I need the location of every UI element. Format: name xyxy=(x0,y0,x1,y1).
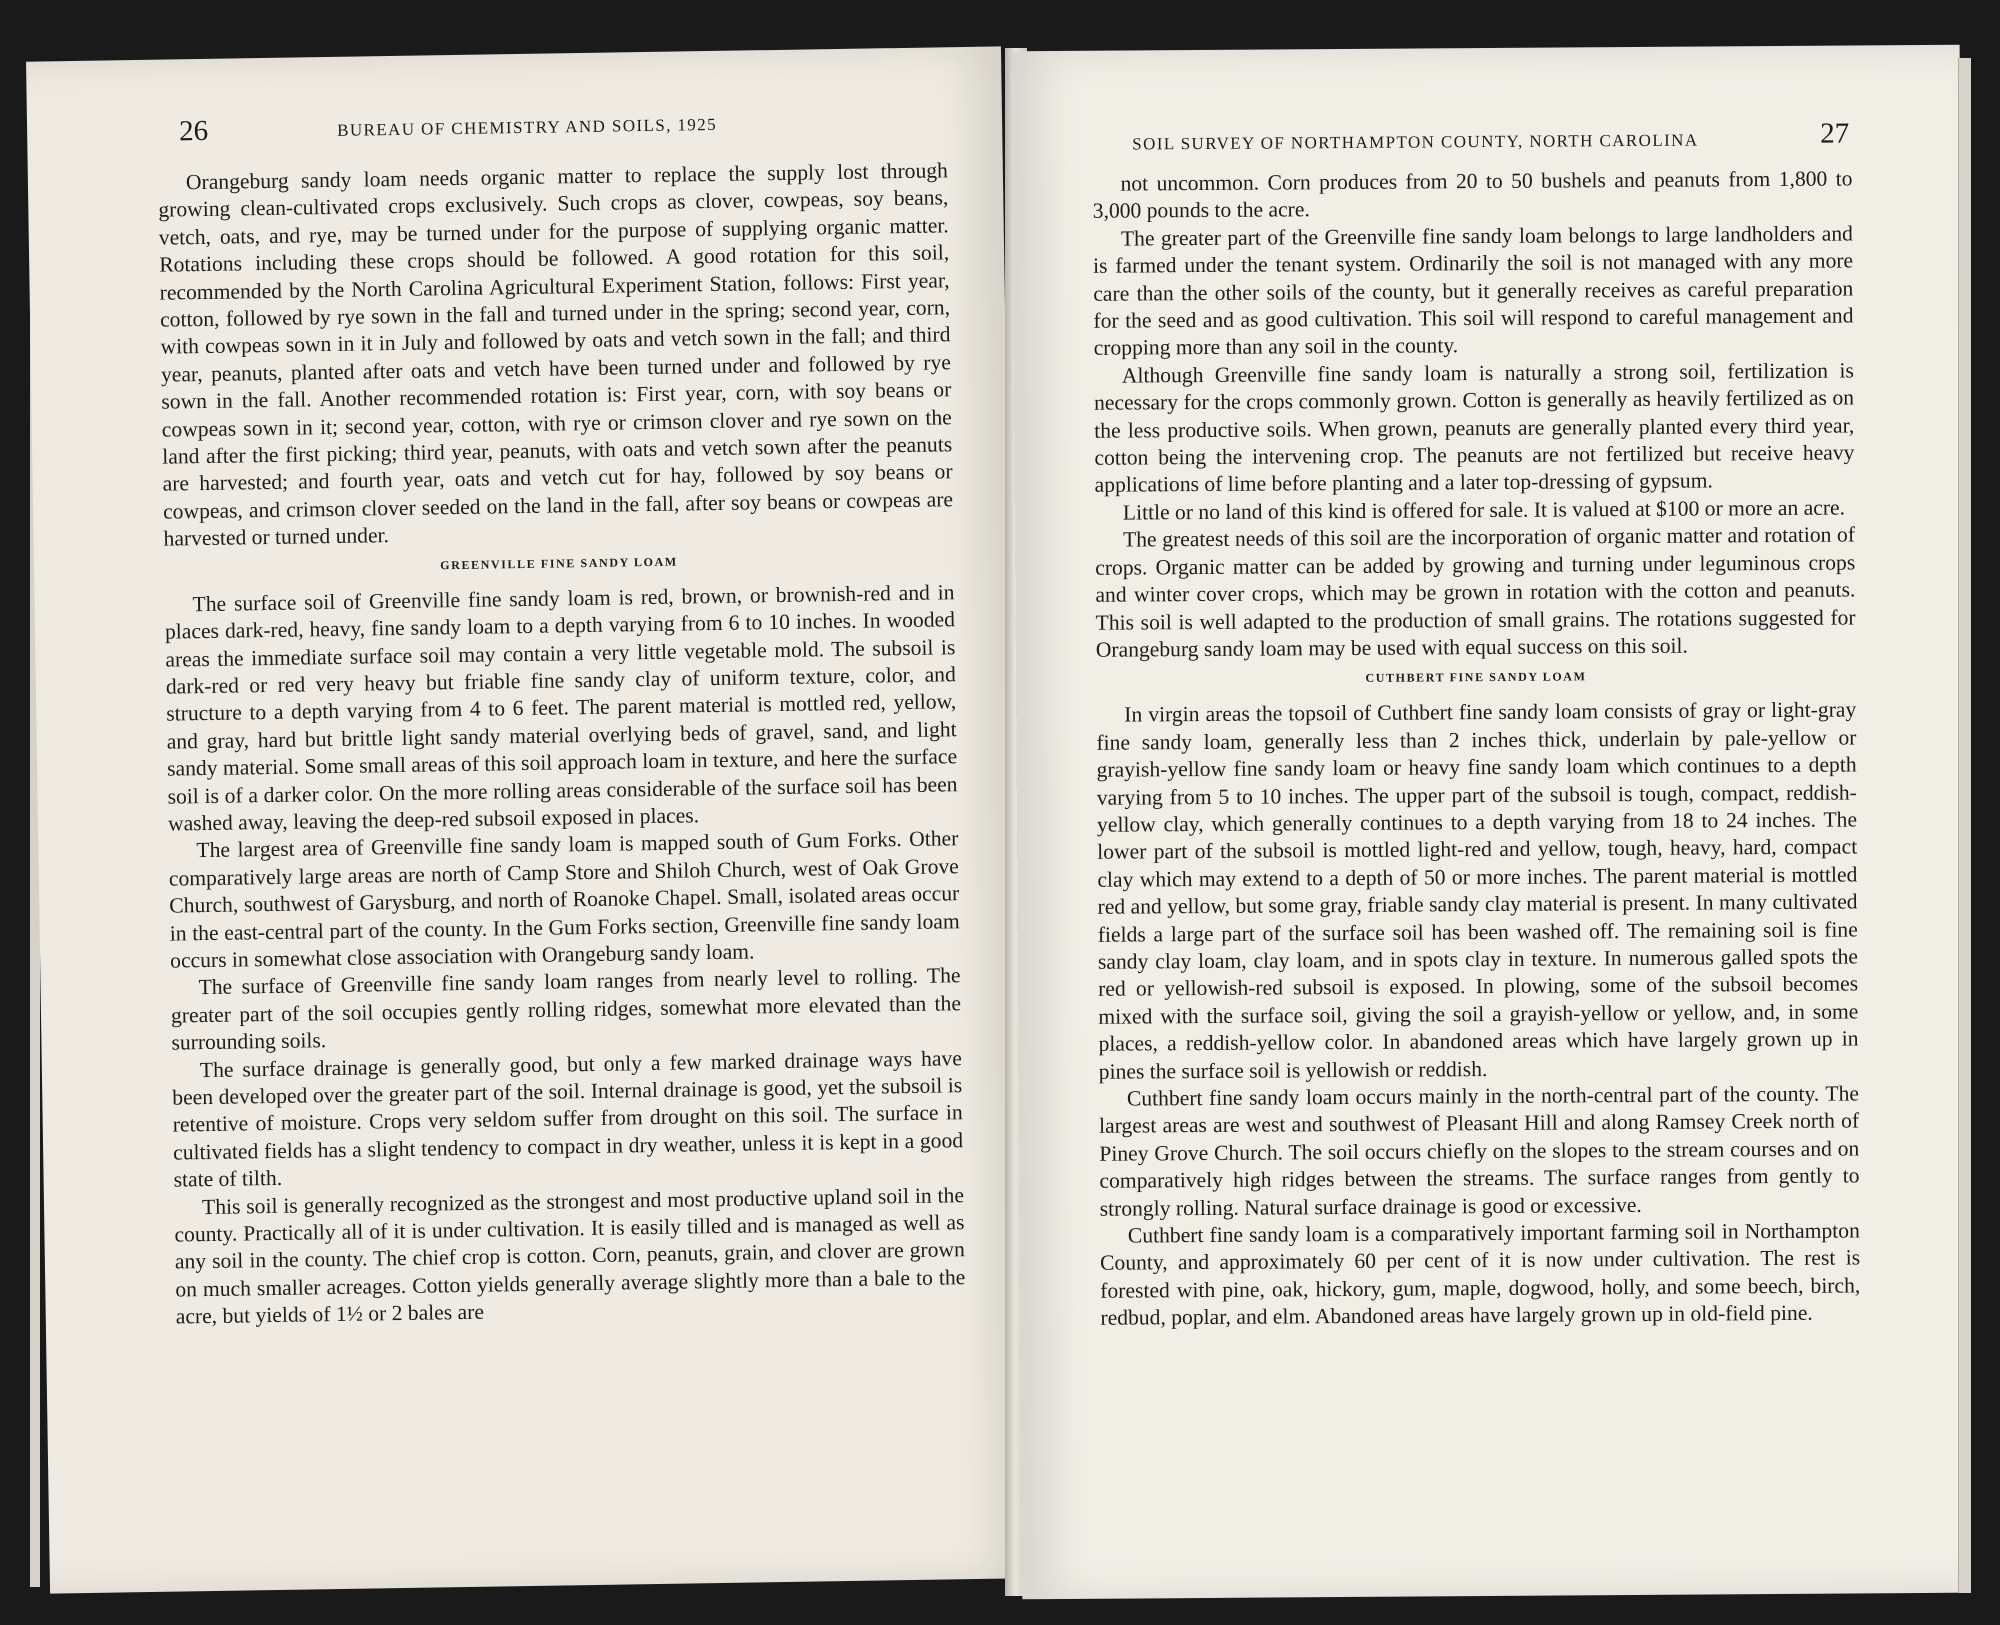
paragraphs-after-heading xyxy=(164,579,966,1331)
page-number: 26 xyxy=(178,114,209,148)
paragraph: The greatest needs of this soil are the incorporation of organic matter and rotation of crops. Organic matter can be added by growing and turning under leguminous crops and winter cover crops, which may be grown in rotation with the cotton and peanuts. This soil is well adapted to the production of small grains. The rotations suggested for Orangeburg sandy loam may be used with equal success on this soil. xyxy=(1095,522,1856,662)
paragraph: The surface of Greenville fine sandy loam ranges from nearly level to rolling. The greater part of the soil occupies gently rolling ridges, somewhat more elevated than the surrounding soils. xyxy=(170,963,962,1055)
running-head: BUREAU OF CHEMISTRY AND SOILS, 1925 xyxy=(336,114,718,140)
page-number: 27 xyxy=(1820,117,1850,150)
paragraph: The surface soil of Greenville fine sandy loam is red, brown, or brownish-red and in places dark-red, heavy, fine sandy loam to a depth varying from 6 to 10 inches. In wooded areas the immediate surface soil may contain a very little vegetable mold. The subsoil is dark-red or red very heavy but friable fine sandy clay of uniform texture, color, and structure to a depth varying from 4 to 6 feet. The parent material is mottled red, yellow, and gray, hard but brittle light sandy material overlying beds of gravel, sand, and light sandy material. Some small areas of this soil approach loam in texture, and here the surface soil is of a darker color. On the more rolling areas considerable of the surface soil has been washed away, leaving the deep-red subsoil exposed in places. xyxy=(164,579,958,836)
right-page xyxy=(1012,45,1971,1600)
paragraph: Orangeburg sandy loam needs organic matter to replace the supply lost through growing clean-cultivated crops exclusively. Such crops as clover, cowpeas, soy beans, vetch, oats, and rye, may be turned under for the purpose of supplying organic matter. Rotations including these crops should be followed. A good rotation for this soil, recommended by the North Carolina Agricultural Experiment Station, follows: First year, cotton, followed by rye sown in the fall and turned under in the spring; second year, corn, with cowpeas sown in it in July and followed by oats and vetch sown in the fall; and third year, peanuts, planted after oats and vetch have been turned under and followed by rye sown in the fall. Another recommended rotation is: First year, corn, with soy beans or cowpeas sown in it; second year, cotton, with rye or crimson clover and rye sown on the land after the first picking; third year, peanuts, with oats and vetch sown after the peanuts are harvested; and fourth year, oats and vetch cut for hay, followed by soy beans or cowpeas, and crimson clover seeded on the land in the fall, after soy beans or cowpeas are harvested or turned under. xyxy=(158,158,954,551)
paragraph: The largest area of Greenville fine sandy loam is mapped south of Gum Forks. Other comparatively large areas are north of Camp Store and Shiloh Church, west of Oak Grove Church, southwest of Garysburg, and north of Roanoke Chapel. Small, isolated areas occur in the east-central part of the county. In the Gum Forks section, Greenville fine sandy loam occurs in somewhat close association with Orangeburg sandy loam. xyxy=(168,826,960,973)
text-column xyxy=(1092,165,1860,1332)
right-page-edge xyxy=(1958,58,1971,1593)
paragraphs-before-heading xyxy=(1092,165,1855,664)
section-heading: GREENVILLE FINE SANDY LOAM xyxy=(440,554,678,572)
left-page xyxy=(26,46,1025,1593)
paragraph: The greater part of the Greenville fine sandy loam belongs to large landholders and is farmed under the tenant system. Ordinarily the soil is not managed with any more care than the other soils of the county, but it generally receives as careful preparation for the seed and as good cultivation. This soil will respond to careful management and cropping more than any soil in the county. xyxy=(1093,221,1854,361)
paragraphs-after-heading xyxy=(1096,697,1860,1333)
paragraph: This soil is generally recognized as the strongest and most productive upland soil in the county. Practically all of it is under cultivation. It is easily tilled and is managed as well as any soil in the county. The chief crop is cotton. Corn, peanuts, grain, and clover are grown on much smaller acreages. Cotton yields generally average slightly more than a bale to the acre, but yields of 1½ or 2 bales are xyxy=(174,1182,966,1329)
paragraph: not uncommon. Corn produces from 20 to 50 bushels and peanuts from 1,800 to 3,000 pounds to the acre. xyxy=(1092,166,1853,224)
paragraph: In virgin areas the topsoil of Cuthbert fine sandy loam consists of gray or light-gray fine sandy loam, generally less than 2 inches thick, underlain by pale-yellow or grayish-yellow fine sandy loam or heavy fine sandy loam which continues to a depth varying from 5 to 10 inches. The upper part of the subsoil is tough, compact, reddish-yellow clay, which generally continues to a depth varying from 18 to 24 inches. The lower part of the subsoil is mottled light-red and yellow, tough, heavy, hard, compact clay which may extend to a depth of 50 or more inches. The parent material is mottled red and yellow, but some gray, friable sandy clay material is present. In many cultivated fields a large part of the surface soil has been washed off. The remaining soil is fine sandy clay loam, clay loam, and in spots clay in texture. In numerous galled spots the red or yellowish-red subsoil is exposed. In plowing, some of the subsoil becomes mixed with the surface soil, giving the soil a grayish-yellow or yellow, and, in some places, a reddish-yellow color. In abandoned areas which have largely grown up in pines the surface soil is yellowish or reddish. xyxy=(1096,697,1859,1084)
running-head: SOIL SURVEY OF NORTHAMPTON COUNTY, NORTH CAROLINA xyxy=(1132,130,1699,154)
paragraph: Little or no land of this kind is offered for sale. It is valued at $100 or more an acre. xyxy=(1122,495,1846,525)
paragraph: Cuthbert fine sandy loam is a comparatively important farming soil in Northampton County, and approximately 60 per cent of it is now under cultivation. The rest is forested with pine, oak, hickory, gum, maple, dogwood, holly, and some beech, birch, redbud, poplar, and elm. Abandoned areas have largely grown up in old-field pine. xyxy=(1099,1218,1861,1330)
text-column xyxy=(158,157,966,1331)
paragraphs-before-heading xyxy=(158,157,954,553)
paragraph: The surface drainage is generally good, but only a few marked drainage ways have been developed over the greater part of the soil. Internal drainage is good, yet the subsoil is retentive of moisture. Crops very seldom suffer from drought on this soil. The surface in cultivated fields has a slight tendency to compact in dry weather, unless it is kept in a good state of tilth. xyxy=(172,1045,964,1192)
section-heading: CUTHBERT FINE SANDY LOAM xyxy=(1365,669,1587,686)
paragraph: Cuthbert fine sandy loam occurs mainly in the north-central part of the county. The largest areas are west and southwest of Pleasant Hill and along Ramsey Creek north of Piney Grove Church. The soil occurs chiefly on the slopes to the stream courses and on comparatively high ridges between the streams. The surface ranges from gently to strongly rolling. Natural surface drainage is good or excessive. xyxy=(1099,1081,1860,1221)
paragraph: Although Greenville fine sandy loam is naturally a strong soil, fertilization is necessary for the crops commonly grown. Cotton is generally as heavily fertilized as on the less productive soils. When grown, peanuts are generally planted every third year, cotton being the intervening crop. The peanuts are not fertilized but receive heavy applications of lime before planting and a later top-dressing of gypsum. xyxy=(1093,358,1855,498)
